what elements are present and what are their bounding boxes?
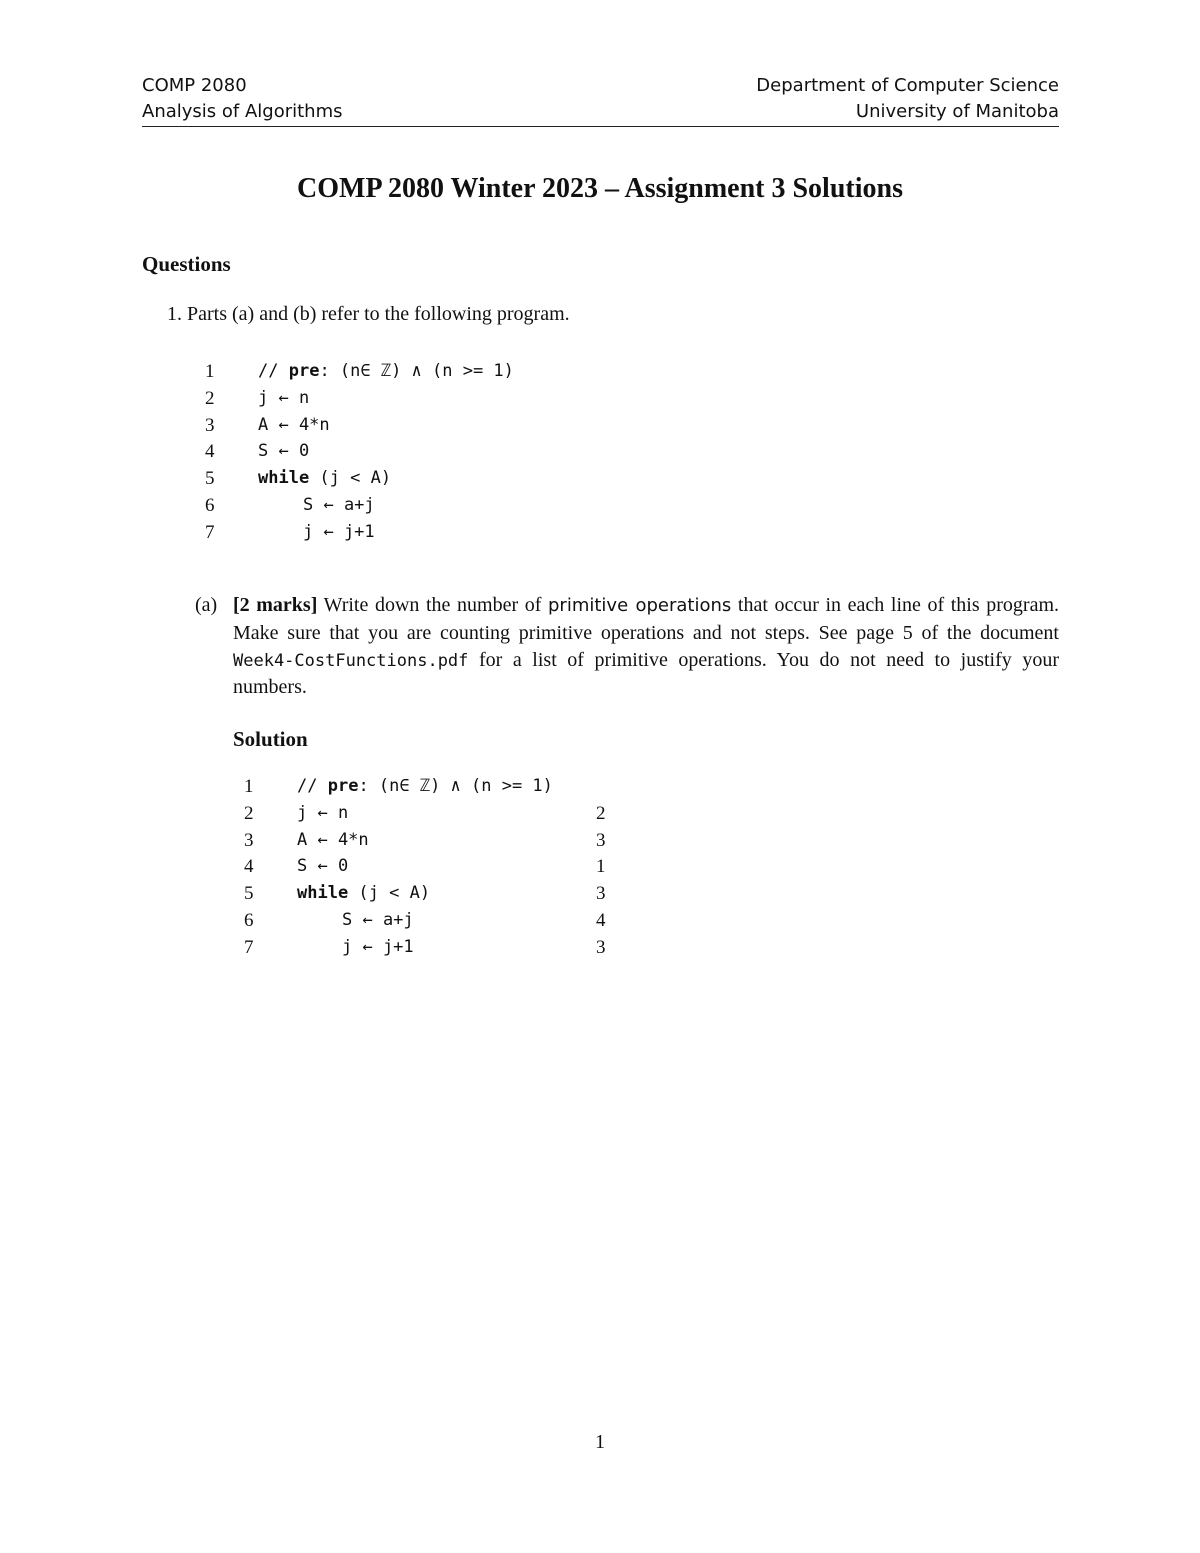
code-row (244, 934, 644, 961)
header-rule (142, 126, 1059, 127)
question-text: Parts (a) and (b) refer to the following program. (187, 303, 570, 325)
part-a-text-1: Write down the number of (317, 594, 548, 616)
code-row (205, 465, 705, 492)
code-segment: S ← 0 (297, 856, 349, 877)
line-number: 1 (205, 361, 215, 382)
code-segment: A ← 4*n (258, 414, 330, 435)
line-number: 3 (244, 829, 254, 851)
code-segment: // (258, 361, 289, 381)
solution-listing (244, 773, 644, 963)
part-a-label: (a) (195, 594, 218, 616)
operation-count: 3 (596, 883, 606, 905)
operation-count: 3 (596, 829, 606, 851)
code-row (205, 492, 705, 519)
code-row (205, 438, 705, 465)
section-heading-questions: Questions (142, 252, 231, 276)
page-number: 1 (595, 1431, 605, 1453)
operation-count: 2 (596, 802, 606, 824)
code-text (303, 492, 375, 519)
line-number: 2 (244, 802, 254, 824)
code-segment: S ← a+j (342, 910, 414, 930)
line-number: 7 (205, 521, 215, 543)
code-text (342, 907, 414, 934)
code-row (244, 853, 644, 880)
code-text (342, 934, 414, 961)
line-number: 2 (205, 387, 215, 409)
header-course-name: Analysis of Algorithms (142, 101, 343, 122)
code-row (244, 800, 644, 827)
code-text (297, 827, 369, 854)
code-row (244, 907, 644, 934)
code-row (244, 827, 644, 854)
code-row (205, 358, 705, 385)
operation-count: 4 (596, 910, 606, 931)
code-keyword: while (258, 468, 310, 489)
code-text (258, 358, 514, 385)
code-text (258, 438, 309, 465)
operation-count: 3 (596, 936, 606, 958)
question-1 (167, 301, 570, 327)
code-row (244, 773, 644, 800)
part-a-text (233, 592, 1059, 701)
code-text (297, 853, 348, 880)
code-text (297, 773, 553, 800)
operation-count: 1 (596, 856, 606, 878)
code-segment: : (n∈ ℤ) ∧ (n >= 1) (319, 361, 514, 381)
line-number: 6 (244, 910, 254, 931)
code-keyword: while (297, 883, 349, 904)
code-text (297, 800, 348, 827)
line-number: 3 (205, 414, 215, 436)
header-department: Department of Computer Science (756, 75, 1059, 96)
header-course-code: COMP 2080 (142, 75, 247, 96)
code-text (258, 412, 330, 439)
code-keyword: pre (288, 361, 320, 381)
solution-heading: Solution (233, 727, 308, 751)
code-text (258, 385, 309, 412)
line-number: 7 (244, 936, 254, 958)
part-a-marks: [2 marks] (233, 594, 318, 616)
question-number: 1. (167, 303, 182, 325)
code-segment: (j < A) (309, 468, 392, 489)
code-row (205, 519, 705, 546)
code-text (303, 519, 375, 546)
line-number: 1 (244, 776, 254, 797)
part-a-text-2: that occur in each line of this program. Make sure that you are counting primitive operations and not steps. See page 5 of the document (233, 594, 1060, 644)
code-segment: // (297, 776, 328, 796)
code-keyword: pre (327, 776, 359, 796)
code-segment: j ← j+1 (342, 936, 414, 957)
header-university: University of Manitoba (855, 101, 1059, 122)
code-segment: A ← 4*n (297, 829, 369, 850)
code-segment: j ← j+1 (303, 521, 375, 542)
code-segment: (j < A) (348, 883, 431, 904)
code-row (205, 385, 705, 412)
line-number: 5 (244, 883, 254, 905)
line-number: 4 (244, 856, 254, 878)
program-listing (205, 358, 705, 548)
code-segment: : (n∈ ℤ) ∧ (n >= 1) (358, 776, 553, 796)
code-segment: j ← n (258, 387, 310, 408)
line-number: 4 (205, 441, 215, 463)
part-a-text-3: for a list of primitive operations. You do not need to justify your numbers. (233, 648, 1059, 699)
code-segment: j ← n (297, 802, 349, 823)
code-segment: S ← a+j (303, 495, 375, 515)
document-title: COMP 2080 Winter 2023 – Assignment 3 Solutions (297, 173, 903, 204)
code-row (205, 412, 705, 439)
code-row (244, 880, 644, 907)
part-a-filename: Week4-CostFunctions.pdf (233, 650, 469, 671)
code-segment: S ← 0 (258, 441, 310, 462)
part-a-term: primitive operations (548, 595, 732, 616)
code-text (297, 880, 430, 907)
line-number: 6 (205, 495, 215, 516)
line-number: 5 (205, 468, 215, 490)
code-text (258, 465, 391, 492)
